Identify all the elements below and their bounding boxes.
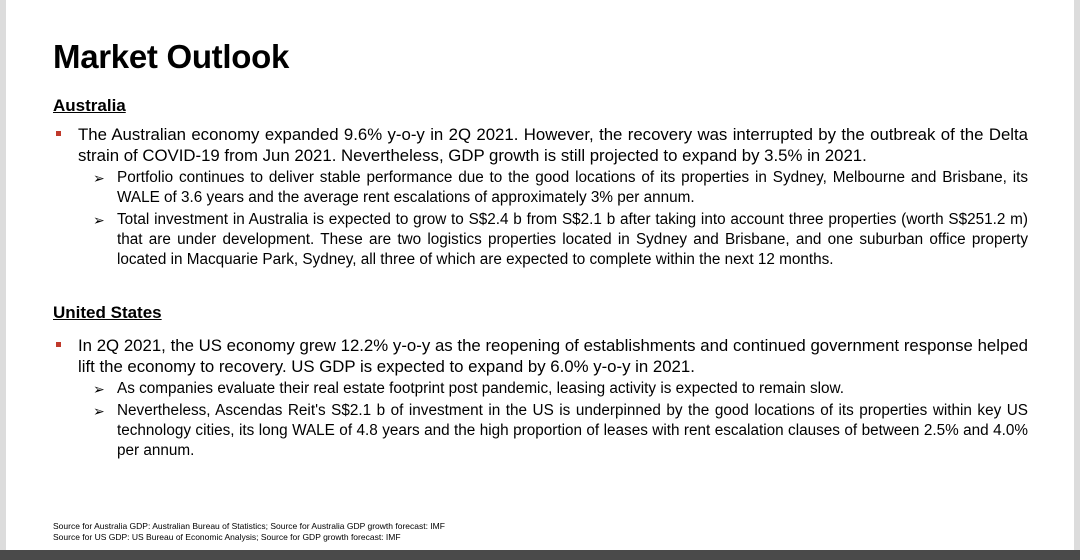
- united-states-section: [53, 335, 1028, 461]
- bottom-bar: [0, 550, 1080, 560]
- australia-section: [53, 124, 1028, 270]
- united-states-bullet: [53, 335, 1028, 377]
- arrow-bullet-icon: ➢: [93, 212, 105, 228]
- united-states-bullet-text: In 2Q 2021, the US economy grew 12.2% y-o-y as the reopening of establishments and continued government response helped lift the economy to recovery. US GDP is expected to expand by 6.0% y-o-y in 2021.: [78, 336, 1028, 376]
- arrow-bullet-icon: ➢: [93, 403, 105, 419]
- united-states-subpoint-text: As companies evaluate their real estate footprint post pandemic, leasing activity is expected to remain slow.: [117, 380, 844, 397]
- australia-bullet: [53, 124, 1028, 166]
- australia-subpoint-text: Total investment in Australia is expected to grow to S$2.4 b from S$2.1 b after taking into account three properties (worth S$251.2 m) that are under development. These are two logistics properties located in Sydney and Brisbane, and one suburban office property located in Macquarie Park, Sydney, all three of which are expected to complete within the next 12 months.: [117, 211, 1028, 268]
- arrow-bullet-icon: ➢: [93, 381, 105, 397]
- square-bullet-icon: [56, 131, 61, 136]
- australia-subpoint: [53, 210, 1028, 270]
- source-line: Source for US GDP: US Bureau of Economic Analysis; Source for GDP growth forecast: IMF: [53, 531, 401, 542]
- united-states-subpoint: [53, 379, 1028, 399]
- source-line: Source for Australia GDP: Australian Bureau of Statistics; Source for Australia GDP growth forecast: IMF: [53, 521, 445, 531]
- australia-subpoint-text: Portfolio continues to deliver stable performance due to the good locations of its properties in Sydney, Melbourne and Brisbane, its WALE of 3.6 years and the average rent escalations of approximately 3% per annum.: [117, 169, 1028, 206]
- page-title: Market Outlook: [53, 38, 290, 75]
- section-heading-australia: Australia: [53, 96, 126, 115]
- arrow-bullet-icon: ➢: [93, 170, 105, 186]
- sources-footnote: [53, 521, 445, 542]
- square-bullet-icon: [56, 342, 61, 347]
- section-heading-united-states: United States: [53, 303, 162, 322]
- united-states-subpoint-text: Nevertheless, Ascendas Reit's S$2.1 b of investment in the US is underpinned by the good locations of its properties within key US technology cities, its long WALE of 4.8 years and the high proportion of leases with rent escalation clauses of between 2.5% and 4.0% per annum.: [117, 402, 1028, 459]
- australia-bullet-text: The Australian economy expanded 9.6% y-o-y in 2Q 2021. However, the recovery was interrupted by the outbreak of the Delta strain of COVID-19 from Jun 2021. Nevertheless, GDP growth is still projected to expand by 3.5% in 2021.: [78, 125, 1028, 165]
- united-states-subpoint: [53, 401, 1028, 461]
- australia-subpoint: [53, 168, 1028, 208]
